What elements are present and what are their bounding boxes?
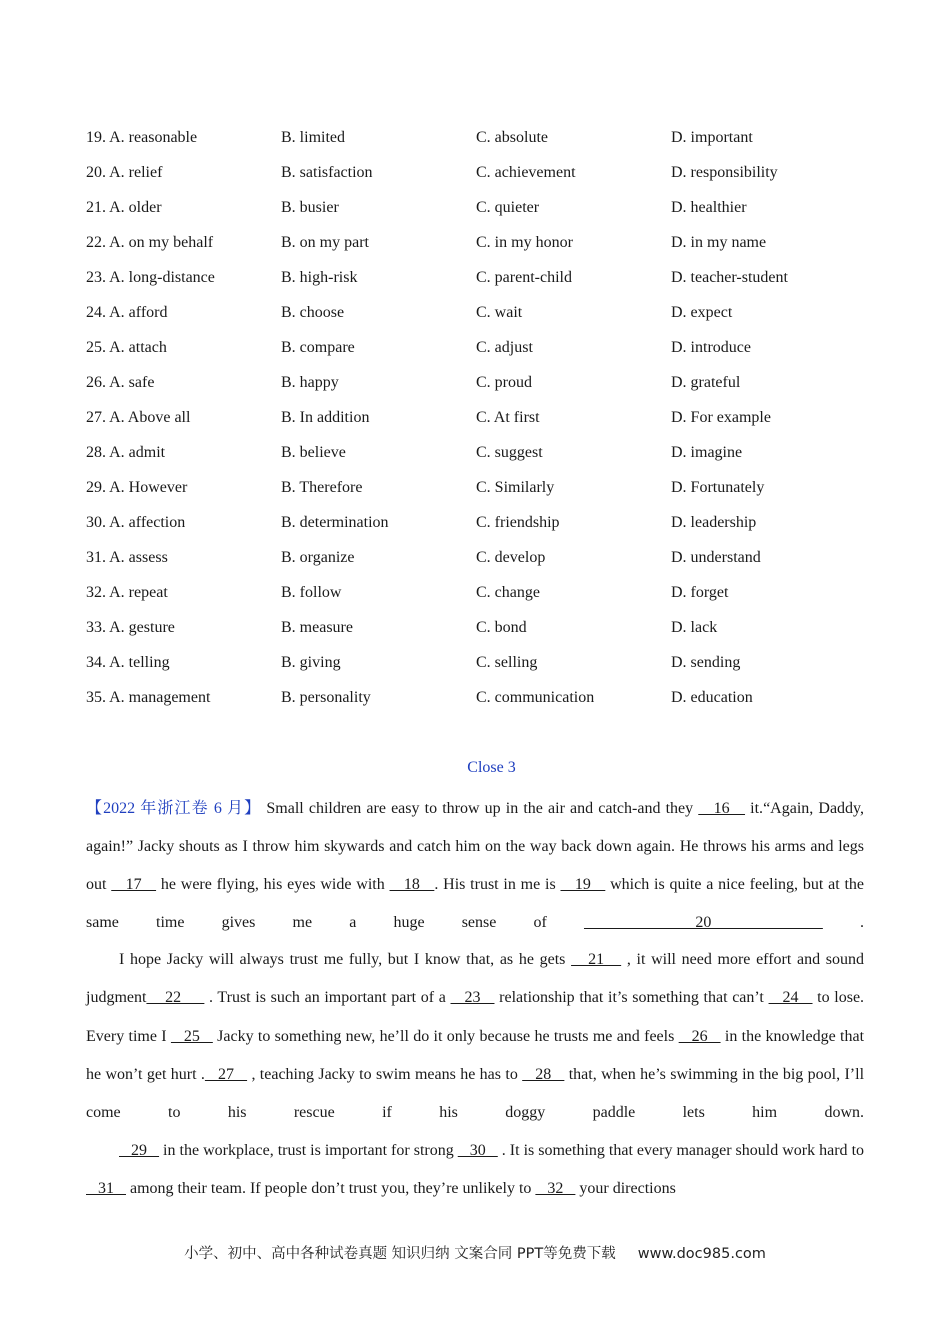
footer-text: 小学、初中、高中各种试卷真题 知识归纳 文案合同 PPT等免费下载 <box>184 1246 616 1262</box>
option-text: A. assess <box>109 549 168 566</box>
option-row <box>86 231 886 266</box>
passage-text: Small children are easy to throw up in the air and catch-and they <box>261 800 699 817</box>
passage-text: . It is something that every manager should work hard to <box>497 1142 865 1160</box>
option-c: C. achievement <box>476 164 576 181</box>
option-b: B. believe <box>281 444 346 461</box>
option-text: A. telling <box>109 654 170 671</box>
option-text: A. safe <box>109 374 155 391</box>
option-d: D. understand <box>671 549 761 566</box>
option-d: D. grateful <box>671 374 741 391</box>
cloze-passage <box>86 790 864 1208</box>
question-number: 27. <box>86 409 106 426</box>
answer-blank[interactable]: 18 <box>389 876 435 893</box>
option-c: C. selling <box>476 654 538 671</box>
question-number: 35. <box>86 689 106 706</box>
option-row <box>86 441 886 476</box>
option-text: A. repeat <box>109 584 168 601</box>
option-d: D. For example <box>671 409 771 426</box>
option-text: A. admit <box>109 444 166 461</box>
passage-text: . His trust in me is <box>434 876 561 893</box>
question-number: 31. <box>86 549 106 566</box>
answer-blank[interactable]: 23 <box>450 989 495 1007</box>
answer-blank[interactable]: 32 <box>535 1180 576 1198</box>
page-footer <box>0 1243 950 1265</box>
passage-text: to lose. Every time I <box>86 989 865 1045</box>
option-d: D. healthier <box>671 199 747 216</box>
option-a <box>86 196 281 231</box>
option-a <box>86 161 281 196</box>
section-title: Close 3 <box>467 759 516 776</box>
option-row <box>86 301 886 336</box>
passage-text: it. <box>745 800 764 817</box>
option-d: D. education <box>671 689 753 706</box>
answer-blank[interactable]: 20 <box>583 914 823 931</box>
question-number: 19. <box>86 129 106 146</box>
passage-paragraph-3 <box>86 1132 864 1208</box>
question-number: 21. <box>86 199 106 216</box>
answer-blank[interactable]: 26 <box>678 1027 721 1045</box>
answer-blank[interactable]: 21 <box>571 951 622 968</box>
option-b: B. busier <box>281 199 339 216</box>
answer-blank[interactable]: 22 <box>146 989 205 1007</box>
option-b: B. In addition <box>281 409 370 426</box>
option-row <box>86 546 886 581</box>
option-d: D. lack <box>671 619 718 636</box>
option-row <box>86 581 886 616</box>
option-b: B. on my part <box>281 234 369 251</box>
option-a <box>86 616 281 651</box>
option-b: B. measure <box>281 619 353 636</box>
passage-text: relationship that it’s something that can’t <box>494 989 769 1007</box>
option-d: D. leadership <box>671 514 757 531</box>
passage-text: he were flying, his eyes wide with <box>156 876 390 893</box>
option-row <box>86 126 886 161</box>
question-number: 25. <box>86 339 106 356</box>
option-c: C. change <box>476 584 540 601</box>
question-number: 20. <box>86 164 106 181</box>
option-row <box>86 336 886 371</box>
answer-blank[interactable]: 29 <box>119 1142 160 1160</box>
option-row <box>86 616 886 651</box>
answer-blank[interactable]: 25 <box>170 1027 213 1045</box>
answer-blank[interactable]: 16 <box>698 800 746 817</box>
option-d: D. expect <box>671 304 733 321</box>
option-a <box>86 406 281 441</box>
answer-blank[interactable]: 27 <box>204 1065 248 1083</box>
answer-blank[interactable]: 24 <box>768 989 813 1007</box>
option-b: B. high-risk <box>281 269 358 286</box>
question-number: 22. <box>86 234 106 251</box>
option-b: B. follow <box>281 584 342 601</box>
option-c: C. absolute <box>476 129 548 146</box>
passage-paragraph-1 <box>86 790 864 942</box>
option-a <box>86 301 281 336</box>
option-b: B. Therefore <box>281 479 363 496</box>
question-number: 32. <box>86 584 106 601</box>
answer-blank[interactable]: 31 <box>86 1180 126 1198</box>
option-text: A. attach <box>109 339 167 356</box>
option-row <box>86 161 886 196</box>
option-text: A. relief <box>109 164 163 181</box>
option-text: A. afford <box>109 304 168 321</box>
option-d: D. imagine <box>671 444 743 461</box>
option-a <box>86 511 281 546</box>
option-c: C. wait <box>476 304 523 321</box>
option-b: B. organize <box>281 549 355 566</box>
option-row <box>86 686 886 721</box>
option-b: B. giving <box>281 654 341 671</box>
passage-text: “Again, Daddy, again!” Jacky shouts as I throw him skywards and catch him on the way back down again. He throws his arms and legs out <box>86 800 865 893</box>
question-number: 30. <box>86 514 106 531</box>
question-number: 26. <box>86 374 106 391</box>
question-number: 28. <box>86 444 106 461</box>
option-a <box>86 476 281 511</box>
option-text: A. gesture <box>109 619 175 636</box>
option-b: B. limited <box>281 129 345 146</box>
option-b: B. personality <box>281 689 371 706</box>
passage-text: I hope Jacky will always trust me fully, but I know that, as he gets <box>119 951 572 968</box>
option-row <box>86 266 886 301</box>
question-number: 23. <box>86 269 106 286</box>
passage-text: , teaching Jacky to swim means he has to <box>247 1065 523 1083</box>
option-row <box>86 371 886 406</box>
option-a <box>86 266 281 301</box>
option-c: C. develop <box>476 549 546 566</box>
option-c: C. At first <box>476 409 540 426</box>
answer-blank[interactable]: 28 <box>522 1065 565 1083</box>
option-text: A. management <box>109 689 211 706</box>
passage-text: . Trust is such an important part of a <box>204 989 451 1007</box>
option-a <box>86 336 281 371</box>
option-c: C. proud <box>476 374 532 391</box>
option-text: A. Above all <box>109 409 191 426</box>
option-d: D. responsibility <box>671 164 778 181</box>
option-row <box>86 476 886 511</box>
option-d: D. introduce <box>671 339 751 356</box>
option-row <box>86 196 886 231</box>
option-b: B. determination <box>281 514 389 531</box>
option-d: D. teacher-student <box>671 269 788 286</box>
passage-paragraph-2 <box>86 941 864 1132</box>
option-a <box>86 441 281 476</box>
question-number: 33. <box>86 619 106 636</box>
question-number: 24. <box>86 304 106 321</box>
option-text: A. older <box>109 199 162 216</box>
option-c: C. friendship <box>476 514 560 531</box>
passage-text: , it will need more effort and sound judgment <box>86 951 865 1007</box>
option-c: C. adjust <box>476 339 533 356</box>
option-row <box>86 651 886 686</box>
option-a <box>86 126 281 161</box>
passage-text: your directions <box>575 1180 676 1198</box>
option-d: D. important <box>671 129 753 146</box>
option-c: C. in my honor <box>476 234 573 251</box>
passage-text: . <box>822 914 865 931</box>
option-b: B. compare <box>281 339 355 356</box>
option-a <box>86 581 281 616</box>
passage-text: which is quite a nice feeling, but at the same time gives me a huge sense of <box>86 876 865 931</box>
option-row <box>86 406 886 441</box>
option-text: A. reasonable <box>109 129 198 146</box>
option-d: D. sending <box>671 654 741 671</box>
question-number: 34. <box>86 654 106 671</box>
option-d: D. Fortunately <box>671 479 765 496</box>
option-a <box>86 371 281 406</box>
option-a <box>86 231 281 266</box>
option-c: C. bond <box>476 619 527 636</box>
answer-blank[interactable]: 17 <box>111 876 157 893</box>
answer-blank[interactable]: 30 <box>457 1142 498 1160</box>
footer-url[interactable]: www.doc985.com <box>637 1246 766 1262</box>
option-a <box>86 651 281 686</box>
question-number: 29. <box>86 479 106 496</box>
option-text: A. long-distance <box>109 269 215 286</box>
option-row <box>86 511 886 546</box>
passage-text: in the knowledge that he won’t get hurt . <box>86 1027 865 1083</box>
answer-blank[interactable]: 19 <box>560 876 606 893</box>
option-c: C. quieter <box>476 199 540 216</box>
option-d: D. in my name <box>671 234 767 251</box>
option-b: B. happy <box>281 374 339 391</box>
passage-text: that, when he’s swimming in the big pool, I’ll come to his rescue if his doggy paddle lets him down. <box>86 1065 865 1122</box>
option-a <box>86 546 281 581</box>
option-c: C. parent-child <box>476 269 572 286</box>
option-text: A. affection <box>109 514 186 531</box>
option-d: D. forget <box>671 584 729 601</box>
option-text: A. However <box>109 479 188 496</box>
passage-text: Jacky to something new, he’ll do it only because he trusts me and feels <box>212 1027 679 1045</box>
option-c: C. Similarly <box>476 479 555 496</box>
passage-text: in the workplace, trust is important for strong <box>159 1142 458 1160</box>
option-c: C. suggest <box>476 444 543 461</box>
option-text: A. on my behalf <box>109 234 214 251</box>
source-tag: 【2022 年浙江卷 6 月】 <box>86 800 262 817</box>
option-a <box>86 686 281 721</box>
option-b: B. satisfaction <box>281 164 373 181</box>
passage-text: among their team. If people don’t trust you, they’re unlikely to <box>126 1180 536 1198</box>
answer-options-table <box>86 126 886 721</box>
option-b: B. choose <box>281 304 345 321</box>
option-c: C. communication <box>476 689 595 706</box>
